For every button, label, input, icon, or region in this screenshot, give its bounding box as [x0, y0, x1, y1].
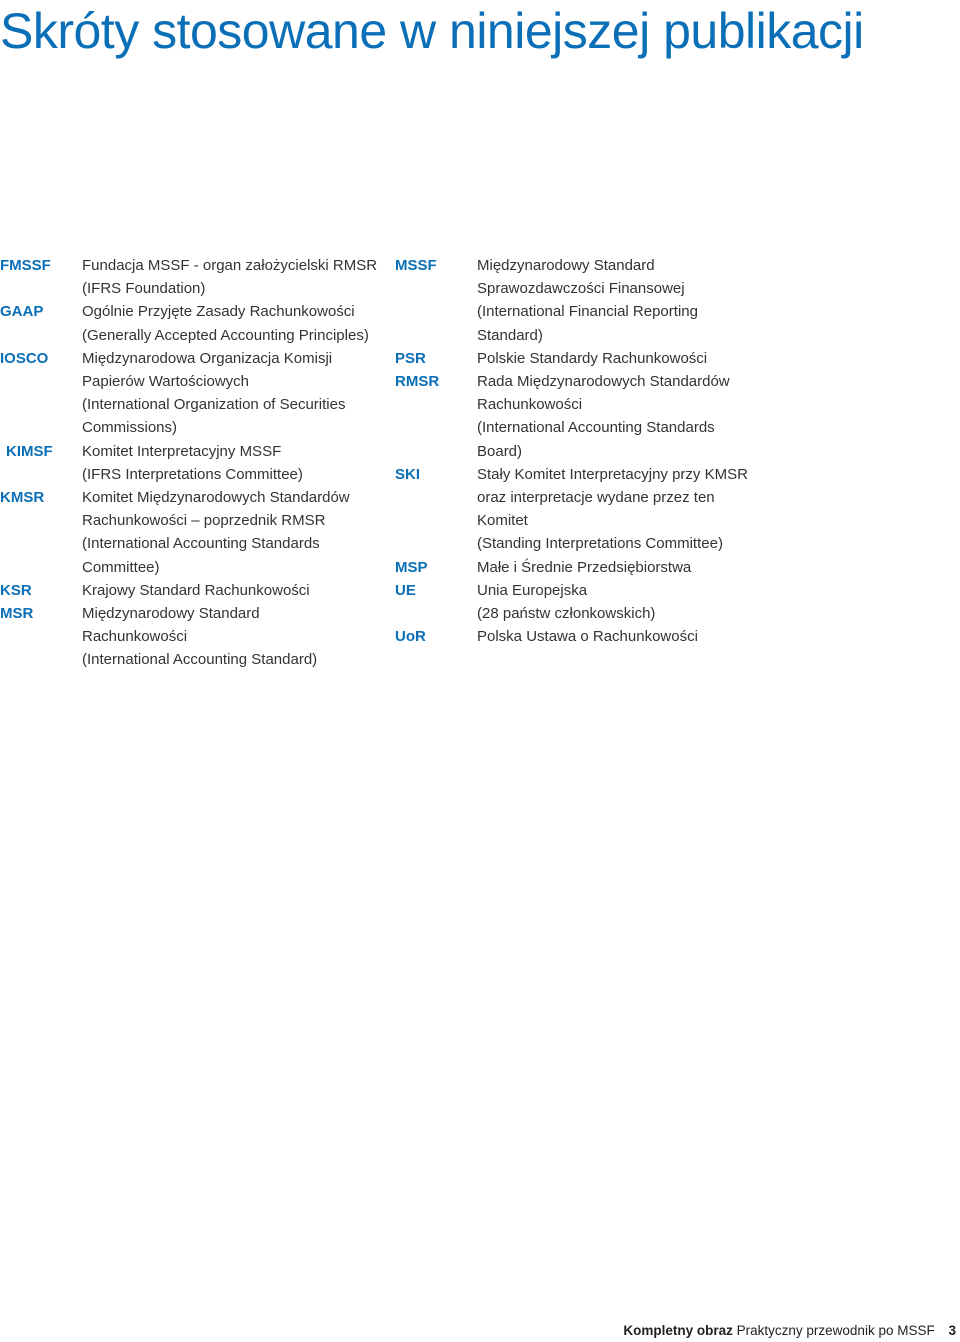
abbreviation-entry-kimsf — [0, 440, 385, 486]
abbreviation-entry-kmsr — [0, 486, 385, 579]
abbreviation-definition-line: Fundacja MSSF - organ założycielski RMSR — [82, 257, 378, 274]
abbreviation-definition-line: (IFRS Foundation) — [82, 280, 206, 298]
abbreviation-definition-line: Małe i Średnie Przedsiębiorstwa — [477, 558, 692, 576]
abbreviation-term: MSSF — [395, 257, 437, 274]
abbreviation-definition-line: (International Accounting Standard) — [82, 651, 318, 669]
abbreviation-entry-mssf — [395, 254, 955, 347]
abbreviation-definition-line: Commissions) — [82, 419, 178, 437]
abbreviation-definition-line: Międzynarodowy Standard — [82, 605, 260, 623]
abbreviation-definition-line: Rachunkowości — [477, 396, 583, 414]
abbreviation-entry-uor — [395, 625, 955, 648]
abbreviation-definition-line: (International Accounting Standards — [82, 535, 320, 553]
abbreviation-entry-ue — [395, 579, 955, 625]
abbreviation-definition-line: Stały Komitet Interpretacyjny przy KMSR — [477, 465, 748, 483]
abbreviation-term: SKI — [395, 465, 421, 483]
abbreviation-definition-line: Komitet — [477, 512, 528, 530]
abbreviation-definition-line: Ogólnie Przyjęte Zasady Rachunkowości — [82, 303, 355, 321]
abbreviation-entry-msp — [395, 556, 955, 579]
footer-publication-name: Kompletny obraz — [623, 1323, 733, 1338]
abbreviation-definition-line: Polskie Standardy Rachunkowości — [477, 349, 708, 367]
abbreviations-left-column — [0, 254, 385, 672]
abbreviation-term: KMSR — [0, 489, 45, 507]
abbreviation-term: UE — [395, 581, 416, 599]
abbreviation-definition-line: (Standing Interpretations Committee) — [477, 535, 723, 553]
abbreviation-definition-line: Polska Ustawa o Rachunkowości — [477, 628, 698, 646]
abbreviation-definition-line: (International Financial Reporting — [477, 303, 698, 321]
abbreviation-term: UoR — [395, 628, 426, 646]
abbreviation-definition-line: Sprawozdawczości Finansowej — [477, 280, 685, 298]
page-footer — [623, 1323, 956, 1339]
abbreviation-definition-line: Komitet Międzynarodowych Standardów — [82, 489, 350, 507]
abbreviation-entry-rmsr — [395, 370, 955, 463]
abbreviation-term: PSR — [395, 349, 426, 367]
abbreviation-definition-line: oraz interpretacje wydane przez ten — [477, 489, 715, 507]
abbreviation-definition-line: Rachunkowości – poprzednik RMSR — [82, 512, 326, 530]
abbreviation-entry-iosco — [0, 347, 385, 440]
abbreviation-entry-msr — [0, 602, 385, 672]
abbreviation-entry-psr — [395, 347, 955, 370]
abbreviation-definition-line: Unia Europejska — [477, 581, 588, 599]
abbreviation-term: MSP — [395, 558, 428, 576]
abbreviation-term: KIMSF — [6, 442, 53, 460]
abbreviation-term: RMSR — [395, 373, 440, 391]
abbreviations-right-column — [395, 254, 955, 648]
abbreviation-entry-gaap — [0, 300, 385, 346]
footer-publication-subtitle: Praktyczny przewodnik po MSSF — [736, 1323, 935, 1338]
abbreviation-definition-line: (28 państw członkowskich) — [477, 605, 656, 623]
abbreviation-term: FMSSF — [0, 257, 51, 274]
abbreviation-definition-line: Międzynarodowa Organizacja Komisji — [82, 349, 333, 367]
abbreviation-term: MSR — [0, 605, 34, 623]
page-number: 3 — [948, 1323, 956, 1338]
abbreviation-entry-fmssf — [0, 254, 385, 300]
page-title: Skróty stosowane w niniejszej publikacji — [0, 3, 864, 59]
abbreviation-definition-line: (International Accounting Standards — [477, 419, 715, 437]
abbreviation-definition-line: Standard) — [477, 326, 543, 344]
abbreviation-term: IOSCO — [0, 349, 49, 367]
abbreviation-definition-line: (International Organization of Securities — [82, 396, 346, 414]
abbreviation-definition-line: Rada Międzynarodowych Standardów — [477, 373, 730, 391]
abbreviation-definition-line: Rachunkowości — [82, 628, 188, 646]
abbreviation-term: KSR — [0, 581, 32, 599]
abbreviation-definition-line: Międzynarodowy Standard — [477, 257, 655, 274]
abbreviation-definition-line: Komitet Interpretacyjny MSSF — [82, 442, 282, 460]
abbreviation-definition-line: Papierów Wartościowych — [82, 373, 249, 391]
abbreviation-definition-line: Board) — [477, 442, 523, 460]
abbreviation-entry-ski — [395, 463, 955, 556]
abbreviation-definition-line: Committee) — [82, 558, 160, 576]
abbreviation-term: GAAP — [0, 303, 44, 321]
abbreviation-definition-line: Krajowy Standard Rachunkowości — [82, 581, 310, 599]
abbreviation-definition-line: (IFRS Interpretations Committee) — [82, 465, 303, 483]
abbreviation-entry-ksr — [0, 579, 385, 602]
abbreviation-definition-line: (Generally Accepted Accounting Principles) — [82, 326, 369, 344]
